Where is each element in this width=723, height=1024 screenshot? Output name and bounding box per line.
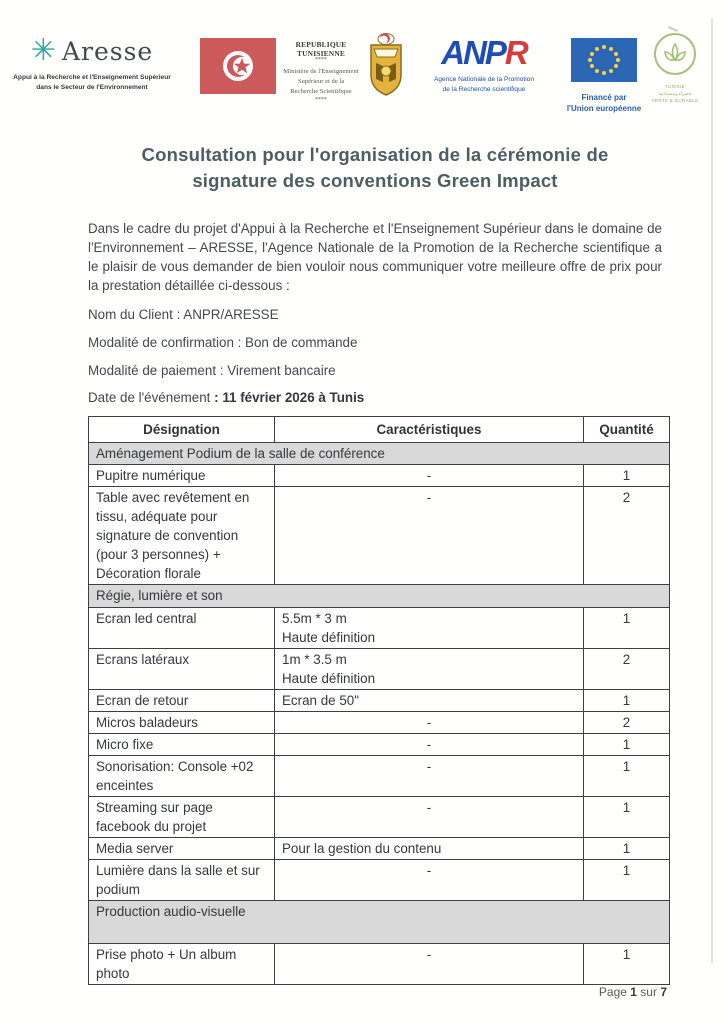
cell-quantite: 1: [584, 733, 670, 755]
cell-designation: Ecrans latéraux: [89, 648, 275, 689]
cell-designation: Micros baladeurs: [89, 711, 275, 733]
confirmation-line: Modalité de confirmation : Bon de commande: [88, 334, 358, 350]
ministry-stars-top: ****: [315, 57, 327, 63]
intro-paragraph: Dans le cadre du projet d'Appui à la Recherche et l'Enseignement Supérieur dans le domaine de l'Environnement – ARESSE, l'Agence Nationale de la Promotion de la Recherche scientifique a le plaisir de vous demander de bien vouloir nous communiquer votre meilleure offre de prix pour la prestation détaillée ci-dessous :: [88, 221, 662, 294]
aresse-logo: [12, 36, 172, 93]
document-body: [88, 142, 662, 985]
table-row: [89, 465, 670, 487]
lotus-circle-icon: [651, 30, 699, 78]
items-table: [88, 416, 670, 985]
scan-edge-line: [711, 18, 713, 963]
table-body: [89, 443, 670, 985]
ministry-line: Recherche Scientifique: [290, 88, 352, 96]
cell-designation: Streaming sur page facebook du projet: [89, 796, 275, 837]
cell-caracteristiques: -: [275, 465, 584, 487]
cell-quantite: 1: [584, 465, 670, 487]
anpr-wordmark: ANPR: [441, 34, 527, 71]
cell-designation: Lumière dans la salle et sur podium: [89, 859, 275, 900]
cell-designation: Media server: [89, 837, 275, 859]
header-quantite: Quantité: [584, 417, 670, 443]
table-row: [89, 755, 670, 796]
aresse-wordmark: Aresse: [61, 36, 154, 66]
table-row: [89, 607, 670, 648]
cell-designation: Ecran de retour: [89, 689, 275, 711]
cell-caracteristiques: -: [275, 755, 584, 796]
table-row: [89, 733, 670, 755]
cell-designation: Pupitre numérique: [89, 465, 275, 487]
client-name-line: Nom du Client : ANPR/ARESSE: [88, 307, 279, 323]
table-row: [89, 837, 670, 859]
cell-caracteristiques: 5.5m * 3 m Haute définition: [275, 607, 584, 648]
header-designation: Désignation: [89, 417, 275, 443]
event-date-line: Date de l'événement : 11 février 2026 à Tunis: [88, 390, 365, 406]
cell-quantite: 1: [584, 796, 670, 837]
ministry-line: Supérieur et de la: [297, 78, 345, 86]
cell-caracteristiques: Pour la gestion du contenu: [275, 837, 584, 859]
cell-designation: Ecran led central: [89, 607, 275, 648]
header-caracteristiques: Caractéristiques: [275, 417, 584, 443]
cell-quantite: 2: [584, 487, 670, 585]
total-page-number: 7: [660, 985, 667, 999]
anpr-logo: [426, 36, 542, 95]
table-header-row: [89, 417, 670, 443]
cell-quantite: 1: [584, 943, 670, 984]
ministry-country-label: REPUBLIQUE TUNISIENNE: [295, 40, 347, 58]
payment-line: Modalité de paiement : Virement bancaire: [88, 362, 336, 378]
cell-caracteristiques: 1m * 3.5 m Haute définition: [275, 648, 584, 689]
table-section-row: [89, 443, 670, 465]
cell-quantite: 1: [584, 755, 670, 796]
tunisia-coat-of-arms-icon: [368, 33, 404, 102]
cell-quantite: 2: [584, 711, 670, 733]
cell-designation: Micro fixe: [89, 733, 275, 755]
eu-flag-logo: [566, 38, 642, 114]
cell-caracteristiques: -: [275, 859, 584, 900]
cell-caracteristiques: -: [275, 733, 584, 755]
page-number-footer: Page 1 sur 7: [598, 985, 667, 999]
tunisie-verte-caption: TUNISIE خضراء ومستدامة VERTE & DURABLE: [651, 84, 699, 103]
table-row: [89, 711, 670, 733]
ministry-stars-bottom: ****: [315, 96, 327, 103]
anpr-tagline: Agence Nationale de la Promotion de la Recherche scientifique: [433, 76, 535, 93]
table-row: [89, 648, 670, 689]
cell-caracteristiques: Ecran de 50": [275, 689, 584, 711]
page-title: Consultation pour l'organisation de la cérémonie de signature des conventions Green Impact: [141, 144, 609, 191]
cell-caracteristiques: -: [275, 711, 584, 733]
ministry-line: Ministère de l'Enseignement: [283, 68, 359, 75]
cell-quantite: 2: [584, 648, 670, 689]
cell-designation: Table avec revêtement en tissu, adéquate pour signature de convention (pour 3 personnes) + Décoration florale: [89, 487, 275, 585]
table-row: [89, 689, 670, 711]
event-date-value: : 11 février 2026 à Tunis: [214, 390, 365, 406]
cell-caracteristiques: -: [275, 487, 584, 585]
cell-caracteristiques: -: [275, 796, 584, 837]
cell-designation: Prise photo + Un album photo: [89, 943, 275, 984]
table-section-row: [89, 585, 670, 607]
tunisie-verte-logo: [644, 30, 706, 105]
aresse-asterisk-icon: ✳: [30, 34, 56, 67]
aresse-tagline: Appui à la Recherche et l'Enseignement Supérieur dans le Secteur de l'Environnement: [13, 74, 171, 91]
cell-caracteristiques: -: [275, 943, 584, 984]
cell-quantite: 1: [584, 607, 670, 648]
table-section-row: [89, 900, 670, 943]
table-row: [89, 487, 670, 585]
cell-quantite: 1: [584, 837, 670, 859]
table-row: [89, 943, 670, 984]
section-label: Aménagement Podium de la salle de conférence: [89, 443, 670, 465]
eu-caption: Financé par l'Union européenne: [566, 93, 642, 114]
cell-designation: Sonorisation: Console +02 enceintes: [89, 755, 275, 796]
cell-quantite: 1: [584, 859, 670, 900]
section-label: Régie, lumière et son: [89, 585, 670, 607]
table-row: [89, 796, 670, 837]
ministry-text-block: [276, 40, 366, 103]
table-row: [89, 859, 670, 900]
logo-header: [0, 0, 723, 120]
current-page-number: 1: [630, 985, 637, 999]
section-label: Production audio-visuelle: [89, 900, 670, 943]
tunisia-flag-icon: [200, 38, 276, 99]
cell-quantite: 1: [584, 689, 670, 711]
eu-flag-icon: [571, 38, 637, 82]
